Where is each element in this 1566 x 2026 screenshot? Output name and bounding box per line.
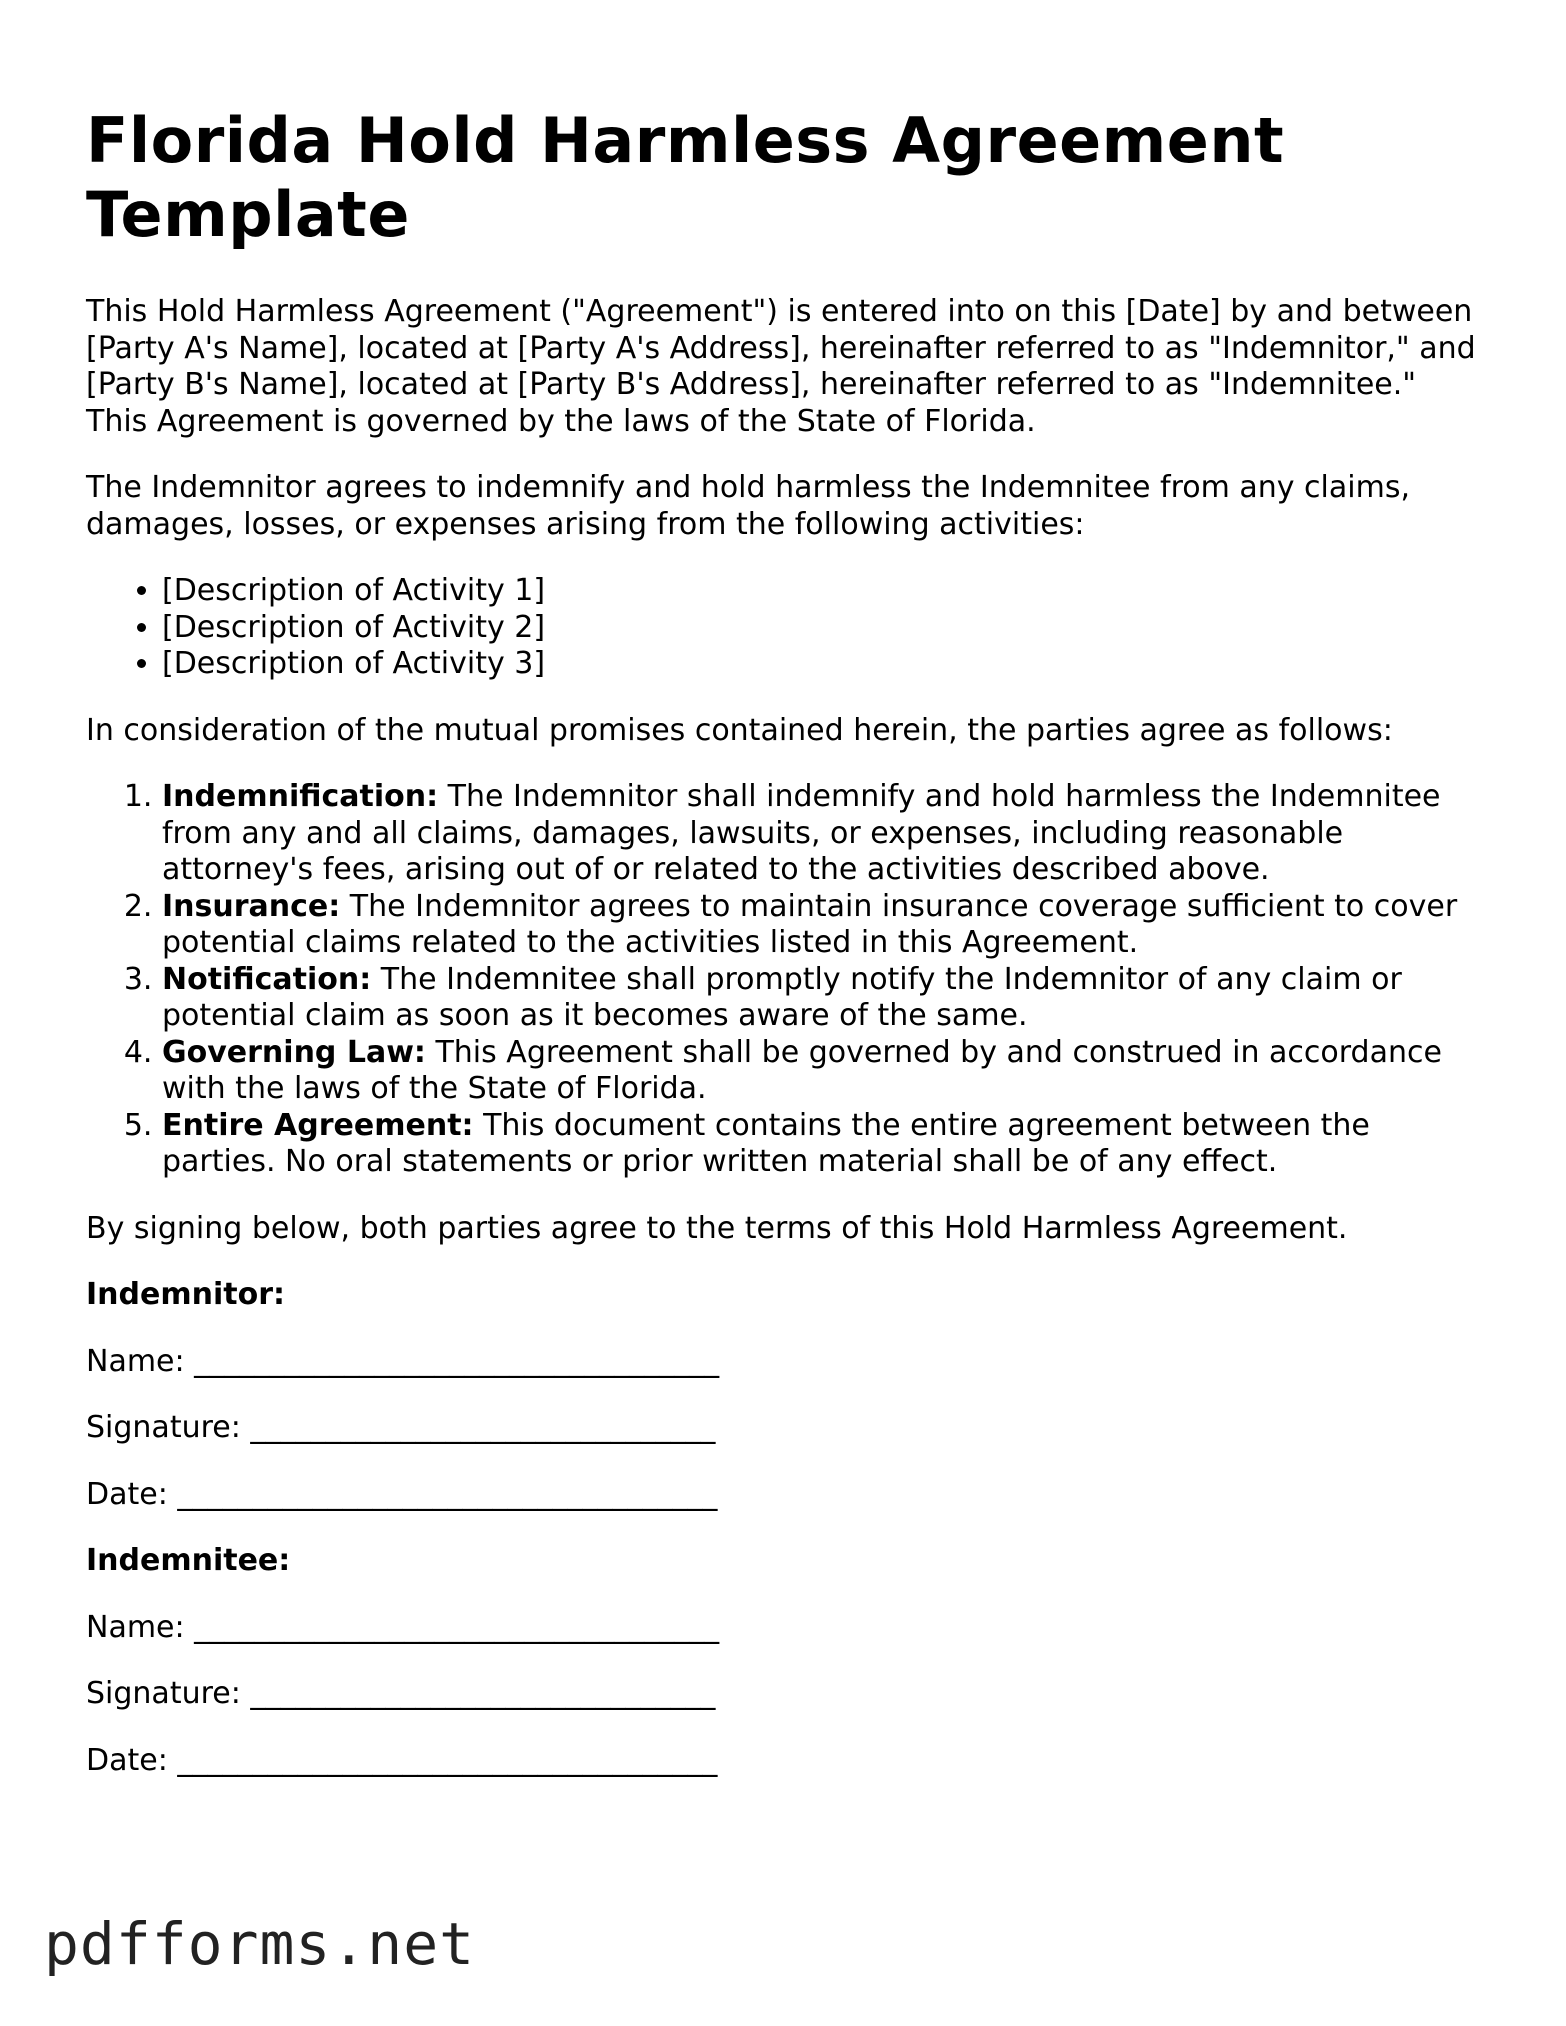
- document-title: Florida Hold Harmless Agreement Template: [86, 104, 1285, 251]
- clause-label: Governing Law:: [162, 1034, 426, 1070]
- indemnitee-name-field[interactable]: Name: ___________________________________: [86, 1609, 720, 1645]
- clauses-list: [86, 779, 1486, 1181]
- list-item: • [Description of Activity 2]: [162, 610, 1486, 647]
- clause-text: The Indemnitor agrees to maintain insurance coverage sufficient to cover potential claims related to the activities listed in this Agreement.: [162, 888, 1458, 960]
- indemnitee-date-field[interactable]: Date: ____________________________________: [86, 1742, 718, 1778]
- clause-text: The Indemnitor shall indemnify and hold harmless the Indemnitee from any and all claims, damages, lawsuits, or expenses, including reasonable attorney's fees, arising out of or related to the activities described above.: [162, 779, 1441, 887]
- activities-list: [86, 573, 1486, 683]
- closing-paragraph: By signing below, both parties agree to the terms of this Hold Harmless Agreement.: [86, 1210, 1348, 1246]
- list-item: • [Description of Activity 3]: [162, 646, 1486, 683]
- clause-text: This Agreement shall be governed by and construed in accordance with the laws of the State of Florida.: [162, 1034, 1442, 1106]
- indemnitee-signature-field[interactable]: Signature: _______________________________: [86, 1676, 716, 1711]
- clause-label: Notification:: [162, 961, 372, 997]
- clause-item: [162, 889, 1486, 962]
- site-logo: pdfforms.net: [44, 1910, 476, 1978]
- indemnitee-heading: Indemnitee:: [86, 1543, 291, 1578]
- list-item: • [Description of Activity 1]: [162, 573, 1486, 610]
- clause-text: This document contains the entire agreement between the parties. No oral statements or prior written material shall be of any effect.: [162, 1107, 1370, 1179]
- consideration-paragraph: In consideration of the mutual promises contained herein, the parties agree as follows:: [86, 712, 1393, 748]
- clause-item: [162, 1035, 1486, 1108]
- document-page: [86, 104, 1486, 1809]
- clause-label: Entire Agreement:: [162, 1107, 474, 1143]
- indemnity-statement: The Indemnitor agrees to indemnify and hold harmless the Indemnitee from any claims, damages, losses, or expenses arising from the following activities:: [86, 470, 1410, 542]
- clause-text: The Indemnitee shall promptly notify the Indemnitor of any claim or potential claim as soon as it becomes aware of the same.: [162, 961, 1402, 1033]
- indemnitor-signature-field[interactable]: Signature: _______________________________: [86, 1410, 716, 1445]
- clause-item: [162, 779, 1486, 889]
- indemnitor-name-field[interactable]: Name: ___________________________________: [86, 1343, 720, 1379]
- intro-paragraph: This Hold Harmless Agreement ("Agreement") is entered into on this [Date] by and between [Party A's Name], located at [Party A's Address], hereinafter referred to as "Indemnitor," and [Party B's Name], located at [Party B's Address], hereinafter referred to as "Indemnitee." This Agreement is governed by the laws of the State of Florida.: [86, 294, 1476, 439]
- clause-item: [162, 962, 1486, 1035]
- clause-label: Insurance:: [162, 888, 341, 924]
- clause-item: [162, 1108, 1486, 1181]
- clause-label: Indemnification:: [162, 779, 439, 814]
- indemnitor-heading: Indemnitor:: [86, 1277, 285, 1312]
- indemnitor-date-field[interactable]: Date: ____________________________________: [86, 1476, 718, 1512]
